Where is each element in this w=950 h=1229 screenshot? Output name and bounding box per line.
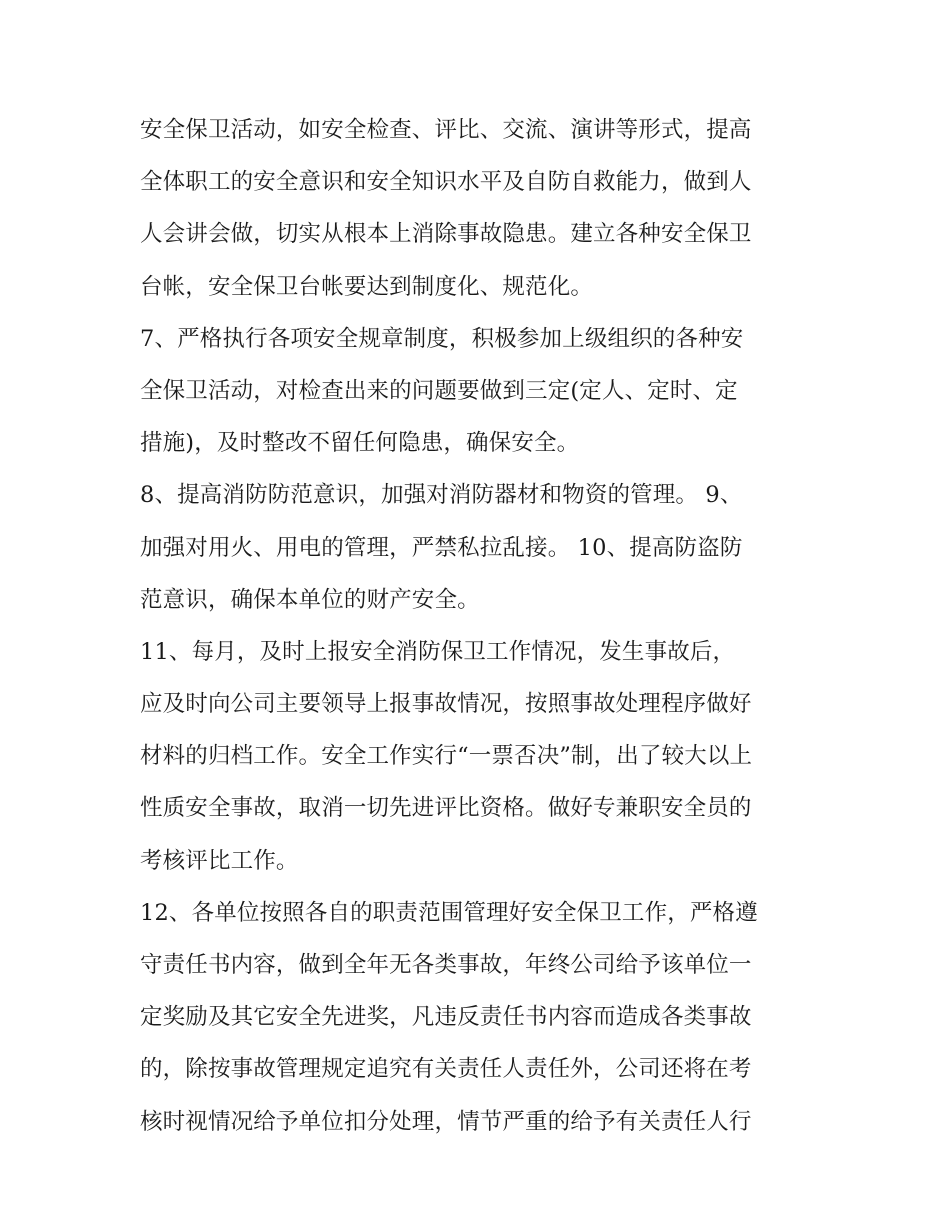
text-line: 应及时向公司主要领导上报事故情况，按照事故处理程序做好 — [140, 691, 752, 718]
text-line: 的，除按事故管理规定追究有关责任人责任外，公司还将在考 — [140, 1056, 752, 1083]
text-line: 范意识，确保本单位的财产安全。 — [140, 586, 480, 613]
document-body — [140, 104, 815, 1148]
text-line: 11、每月，及时上报安全消防保卫工作情况，发生事故后， — [140, 638, 736, 665]
text-line: 定奖励及其它安全先进奖，凡违反责任书内容而造成各类事故 — [140, 1004, 752, 1031]
text-line: 7、严格执行各项安全规章制度，积极参加上级组织的各种安 — [140, 325, 744, 352]
text-line: 安全保卫活动，如安全检查、评比、交流、演讲等形式，提高 — [140, 117, 752, 143]
text-line: 加强对用火、用电的管理，严禁私拉乱接。 10、提高防盗防 — [140, 534, 743, 561]
text-line: 性质安全事故，取消一切先进评比资格。做好专兼职安全员的 — [140, 795, 752, 822]
text-line: 台帐，安全保卫台帐要达到制度化、规范化。 — [140, 273, 594, 300]
text-line: 全保卫活动，对检查出来的问题要做到三定(定人、定时、定 — [140, 377, 738, 404]
text-line: 考核评比工作。 — [140, 847, 299, 874]
text-line: 措施)，及时整改不留任何隐患，确保安全。 — [140, 430, 580, 457]
text-line: 8、提高消防防范意识，加强对消防器材和物资的管理。 9、 — [140, 482, 743, 509]
text-line: 12、各单位按照各自的职责范围管理好安全保卫工作，严格遵 — [140, 899, 758, 926]
text-line: 材料的归档工作。安全工作实行“一票否决”制，出了较大以上 — [140, 743, 753, 770]
text-line: 守责任书内容，做到全年无各类事故，年终公司给予该单位一 — [140, 952, 752, 978]
text-line: 全体职工的安全意识和安全知识水平及自防自救能力，做到人 — [140, 169, 752, 196]
text-line: 人会讲会做，切实从根本上消除事故隐患。建立各种安全保卫 — [140, 221, 752, 248]
text-line: 核时视情况给予单位扣分处理，情节严重的给予有关责任人行 — [140, 1108, 752, 1135]
